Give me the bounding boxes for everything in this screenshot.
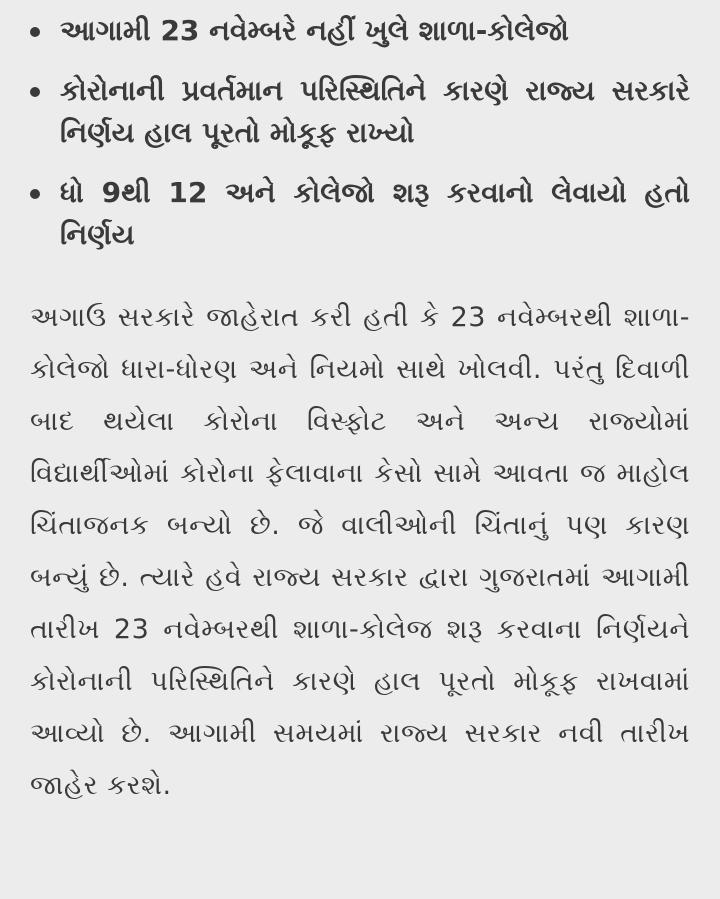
highlight-text: આગામી 23 નવેમ્બરે નહીં ખુલે શાળા-કોલેજો [60,14,569,47]
highlight-text: કોરોનાની પ્રવર્તમાન પરિસ્થિતિને કારણે રાજ્ય સરકારે નિર્ણય હાલ પૂરતો મોકૂફ રાખ્યો [60,74,690,149]
highlights-list [30,10,690,256]
highlight-item [30,10,690,52]
highlight-text: ધો 9થી 12 અને કોલેજો શરૂ કરવાનો લેવાયો હતો નિર્ણય [60,176,690,251]
bullet-icon [30,27,40,37]
highlight-item [30,70,690,154]
bullet-icon [30,87,40,97]
bullet-icon [30,189,40,199]
highlight-item [30,172,690,256]
body-paragraph: અગાઉ સરકારે જાહેરાત કરી હતી કે 23 નવેમ્બરથી શાળા-કોલેજો ધારા-ધોરણ અને નિયમો સાથે ખોલવી. પરંતુ દિવાળી બાદ થયેલા કોરોના વિસ્ફોટ અને અન્ય રાજ્યોમાં વિદ્યાર્થીઓમાં કોરોના ફેલાવાના કેસો સામે આવતા જ માહોલ ચિંતાજનક બન્યો છે. જે વાલીઓની ચિંતાનું પણ કારણ બન્યું છે. ત્યારે હવે રાજ્ય સરકાર દ્વારા ગુજરાતમાં આગામી તારીખ 23 નવેમ્બરથી શાળા-કોલેજ શરૂ કરવાના નિર્ણયને કોરોનાની પરિસ્થિતિને કારણે હાલ પૂરતો મોકૂફ રાખવામાં આવ્યો છે. આગામી સમયમાં રાજ્ય સરકાર નવી તારીખ જાહેર કરશે. [30,302,690,801]
